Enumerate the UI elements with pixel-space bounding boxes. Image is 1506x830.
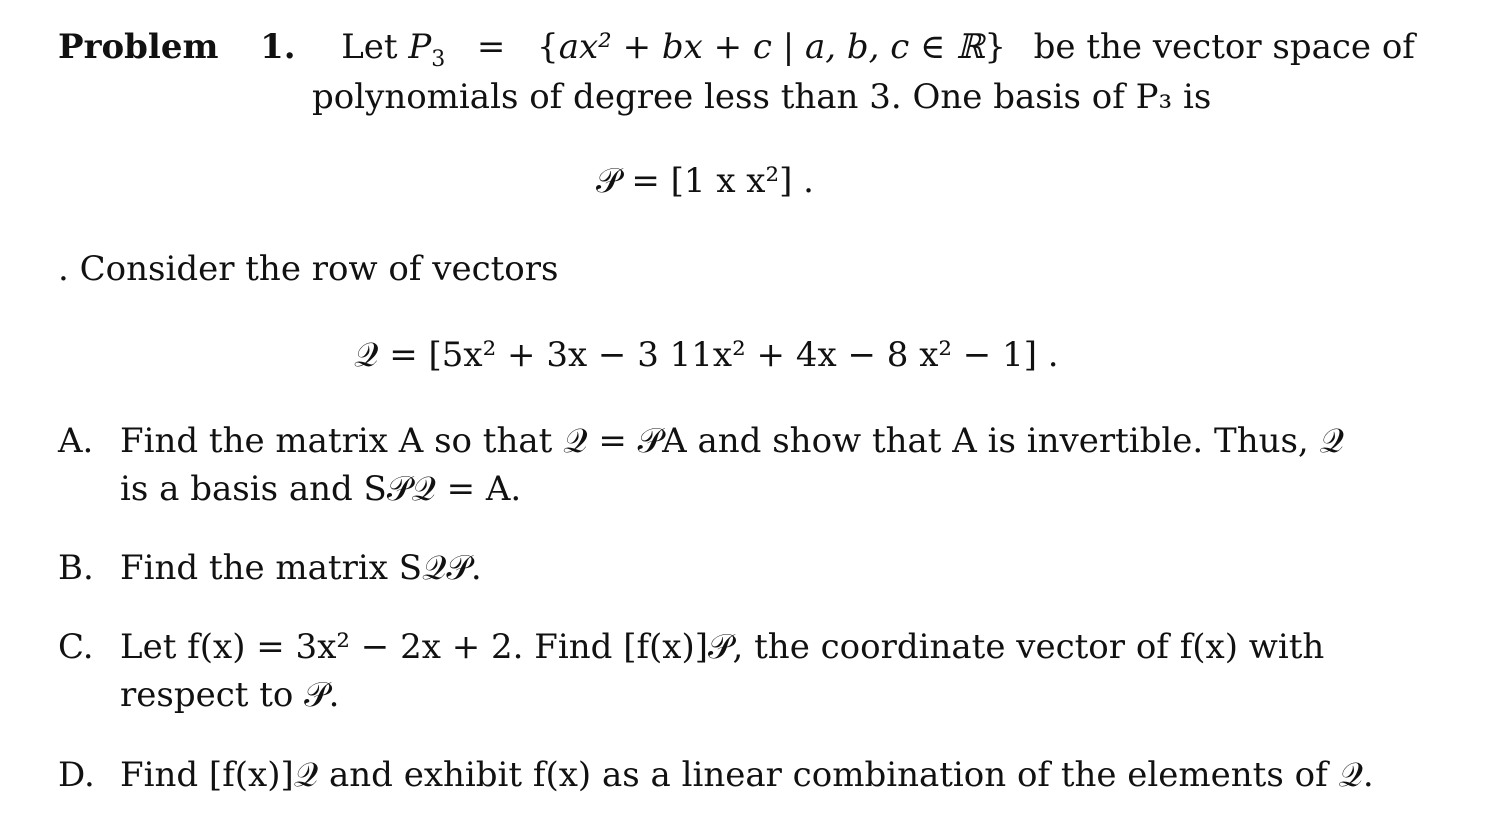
problem-intro-tail: be the vector space of [1033,27,1415,67]
set-open-brace: { [537,27,559,67]
part-a-label: A. [58,421,94,461]
basis-Q-equation: 𝒬 = [5x² + 3x − 3 11x² + 4x − 8 x² − 1] . [354,335,1059,375]
problem-line-1 [58,27,1415,72]
part-c-line-1 [58,627,1325,667]
problem-intro-let: Let [341,27,398,67]
part-a-text-1: Find the matrix A so that 𝒬 = 𝒫A and show that A is invertible. Thus, 𝒬 [120,421,1344,461]
part-b-text-1: Find the matrix S𝒬𝒫. [120,548,482,588]
part-b-label: B. [58,548,94,588]
equals-sign: = [476,27,506,67]
space-name: P [408,27,432,67]
basis-P-equation: 𝒫 = [1 x x²] . [596,161,814,201]
problem-heading: Problem [58,27,219,67]
part-c-text-1: Let f(x) = 3x² − 2x + 2. Find [f(x)]𝒫, the coordinate vector of f(x) with [120,627,1325,667]
problem-number: 1. [260,27,296,67]
part-d-text-1: Find [f(x)]𝒬 and exhibit f(x) as a linear combination of the elements of 𝒬. [120,755,1374,795]
part-a-line-1 [58,421,1344,461]
part-d-label: D. [58,755,95,795]
set-body: ax² + bx + c | a, b, c ∈ ℝ [558,27,985,67]
consider-line: . Consider the row of vectors [58,249,559,289]
space-subscript: 3 [431,47,446,72]
part-a-line-2: is a basis and S𝒫𝒬 = A. [120,469,522,509]
part-c-label: C. [58,627,94,667]
problem-line-2: polynomials of degree less than 3. One basis of P₃ is [312,77,1212,117]
part-b-line-1 [58,548,482,588]
part-c-line-2: respect to 𝒫. [120,675,340,715]
part-d-line-1 [58,755,1374,795]
set-close-brace: } [984,27,1007,67]
